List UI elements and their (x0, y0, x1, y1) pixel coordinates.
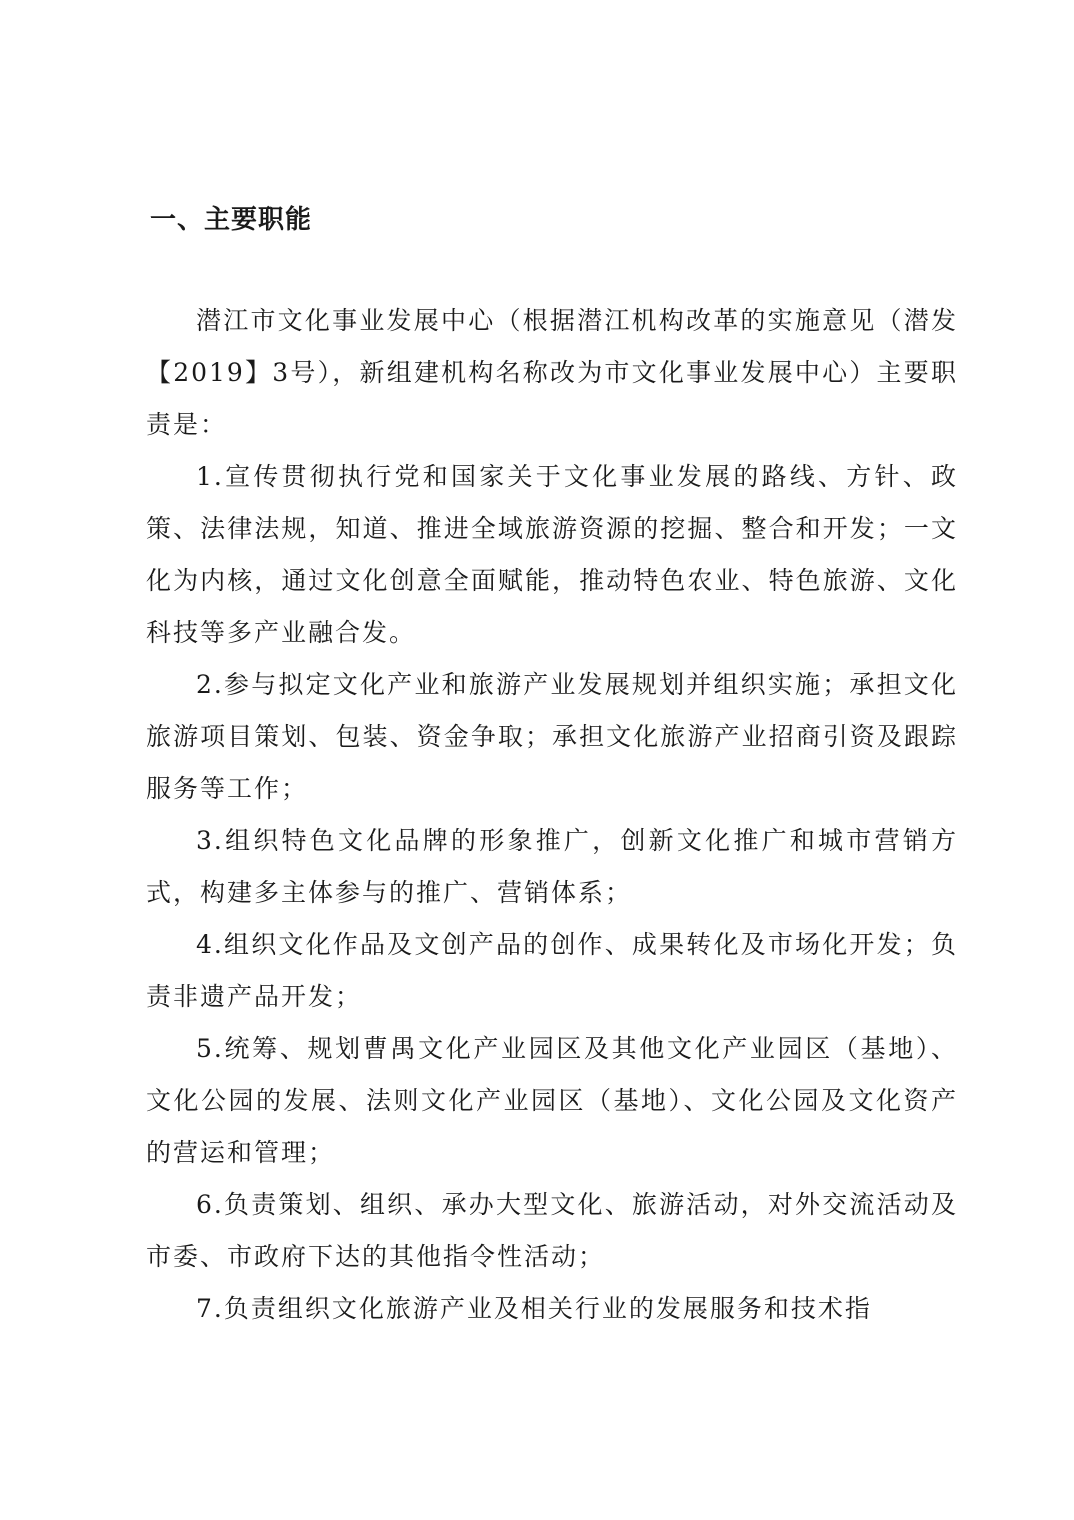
paragraph-item-7: 7.负责组织文化旅游产业及相关行业的发展服务和技术指 (196, 1294, 872, 1323)
paragraph-item-6: 6.负责策划、组织、承办大型文化、旅游活动，对外交流活动及市委、市政府下达的其他指令性活动； (146, 1190, 958, 1271)
paragraph-item-2: 2.参与拟定文化产业和旅游产业发展规划并组织实施；承担文化旅游项目策划、包装、资金争取；承担文化旅游产业招商引资及跟踪服务等工作； (146, 670, 958, 803)
section-heading: 一、主要职能 (150, 205, 313, 235)
paragraph-item-4: 4.组织文化作品及文创产品的创作、成果转化及市场化开发；负责非遗产品开发； (146, 930, 958, 1011)
paragraph-item-3: 3.组织特色文化品牌的形象推广，创新文化推广和城市营销方式，构建多主体参与的推广、营销体系； (146, 826, 958, 907)
paragraph-item-5: 5.统筹、规划曹禺文化产业园区及其他文化产业园区（基地）、文化公园的发展、法则文化产业园区（基地）、文化公园及文化资产的营运和管理； (146, 1034, 958, 1167)
paragraph-item-1: 1.宣传贯彻执行党和国家关于文化事业发展的路线、方针、政策、法律法规，知道、推进全域旅游资源的挖掘、整合和开发；一文化为内核，通过文化创意全面赋能，推动特色农业、特色旅游、文化科技等多产业融合发。 (146, 462, 958, 647)
document-body (146, 295, 958, 1335)
paragraph-intro: 潜江市文化事业发展中心（根据潜江机构改革的实施意见（潜发【2019】3号），新组建机构名称改为市文化事业发展中心）主要职责是： (146, 306, 958, 439)
